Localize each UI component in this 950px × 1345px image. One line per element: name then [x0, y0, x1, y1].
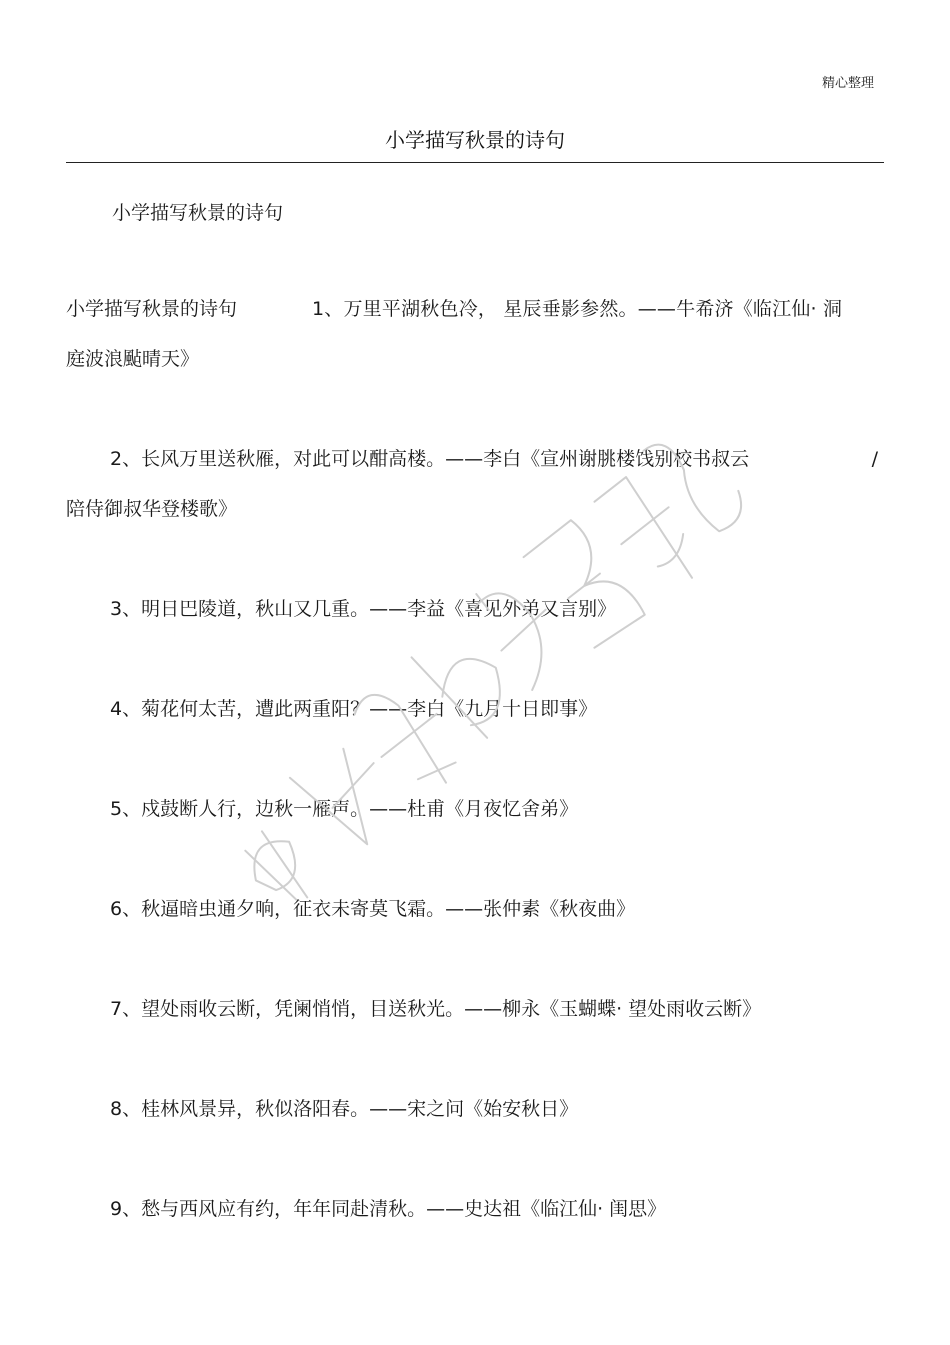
- poem-8: 8、桂林风景异，秋似洛阳春。——宋之问《始安秋日》: [110, 1098, 579, 1120]
- poem-1-line-2: 庭波浪颭晴天》: [66, 348, 200, 370]
- page-title: 小学描写秋景的诗句: [385, 128, 565, 152]
- poem-2-paragraph: [66, 434, 884, 534]
- title-divider: [66, 162, 884, 163]
- poem-7: 7、望处雨收云断，凭阑悄悄，目送秋光。——柳永《玉蝴蝶· 望处雨收云断》: [110, 998, 762, 1020]
- poem-6: 6、秋逼暗虫通夕响，征衣未寄莫飞霜。——张仲素《秋夜曲》: [110, 898, 636, 920]
- corner-note: 精心整理: [821, 76, 874, 91]
- subheading: 小学描写秋景的诗句: [112, 202, 284, 224]
- poem-4: 4、菊花何太苦，遭此两重阳？——李白《九月十日即事》: [110, 698, 598, 720]
- intro-lead: 小学描写秋景的诗句: [66, 298, 238, 320]
- poem-2-line-1: 2、长风万里送秋雁，对此可以酣高楼。——李白《宣州谢朓楼饯别校书叔云: [110, 448, 750, 470]
- poem-2-line-2: 陪侍御叔华登楼歌》: [66, 498, 238, 520]
- intro-paragraph: [66, 284, 884, 384]
- poem-9: 9、愁与西风应有约，年年同赴清秋。——史达祖《临江仙· 闺思》: [110, 1198, 667, 1220]
- poem-5: 5、戍鼓断人行，边秋一雁声。——杜甫《月夜忆舍弟》: [110, 798, 579, 820]
- poem-1-line-1: 1、万里平湖秋色冷， 星辰垂影参然。——牛希济《临江仙· 洞: [312, 298, 843, 320]
- poem-2-slash: /: [871, 448, 878, 470]
- poem-3: 3、明日巴陵道，秋山又几重。——李益《喜见外弟又言别》: [110, 598, 617, 620]
